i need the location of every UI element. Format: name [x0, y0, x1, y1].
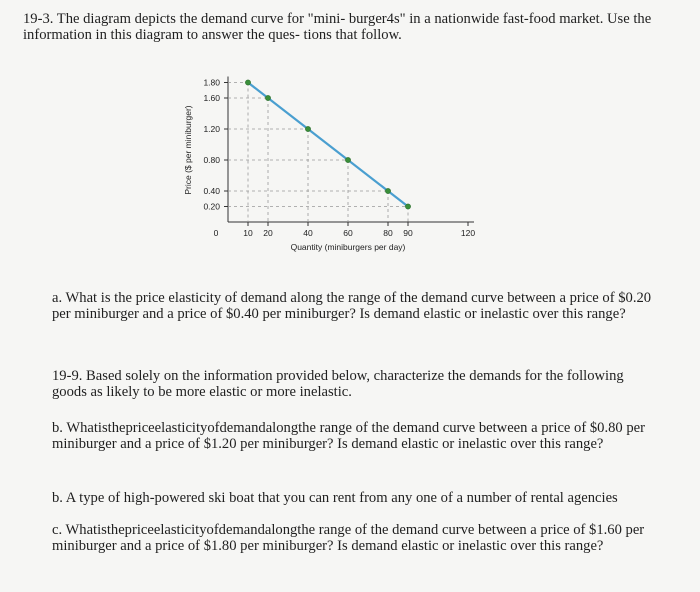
- y-axis-title: Price ($ per miniburger): [183, 105, 193, 195]
- x-tick-label: 0: [213, 228, 219, 238]
- y-tick-label: 0.40: [203, 186, 220, 196]
- problem-intro: 19-3. The diagram depicts the demand curve for "mini- burger4s" in a nationwide fast-food market. Use the information in this diagram to answer the ques- tions that follow.: [23, 11, 652, 43]
- x-tick-label: 80: [383, 228, 393, 238]
- x-tick-label: 40: [303, 228, 313, 238]
- y-tick-label: 0.20: [203, 201, 220, 212]
- demand-point: [265, 95, 270, 100]
- question-b-elasticity: b. Whatisthepriceelasticityofdemandalongthe range of the demand curve between a price of $0.80 per miniburger and a price of $1.20 per miniburger? Is demand elastic or inelastic over this range?: [52, 420, 645, 452]
- y-tick-label: 0.80: [203, 155, 220, 165]
- question-19-9: 19-9. Based solely on the information provided below, characterize the demands for the following goods as likely to be more elastic or more inelastic.: [52, 368, 624, 400]
- y-tick-label: 1.60: [203, 93, 220, 103]
- x-tick-label: 10: [243, 228, 253, 238]
- x-axis-title: Quantity (miniburgers per day): [290, 242, 406, 252]
- x-tick-label: 60: [343, 228, 353, 238]
- demand-curve: [245, 80, 410, 209]
- demand-point: [305, 126, 310, 131]
- question-b-ski-boat: b. A type of high-powered ski boat that you can rent from any one of a number of rental agencies: [52, 490, 618, 506]
- y-tick-label: 1.80: [203, 77, 220, 88]
- demand-line: [248, 83, 408, 207]
- x-tick-label: 120: [460, 228, 476, 238]
- chart-labels: [183, 78, 475, 253]
- chart-guides: [228, 83, 408, 223]
- demand-point: [385, 188, 390, 193]
- demand-point: [345, 157, 350, 162]
- x-tick-label: 20: [263, 228, 273, 238]
- x-tick-label: 90: [403, 228, 413, 238]
- demand-point: [245, 80, 250, 85]
- question-a: a. What is the price elasticity of demand along the range of the demand curve between a price of $0.20 per miniburger and a price of $0.40 per miniburger? Is demand elastic or inelastic over this range?: [52, 290, 652, 322]
- question-c: c. Whatisthepriceelasticityofdemandalongthe range of the demand curve between a price of $1.60 per miniburger and a price of $1.80 per miniburger? Is demand elastic or inelastic over this range?: [52, 522, 645, 554]
- demand-point: [405, 204, 410, 209]
- y-tick-label: 1.20: [203, 124, 220, 134]
- chart-ticks: [224, 83, 468, 227]
